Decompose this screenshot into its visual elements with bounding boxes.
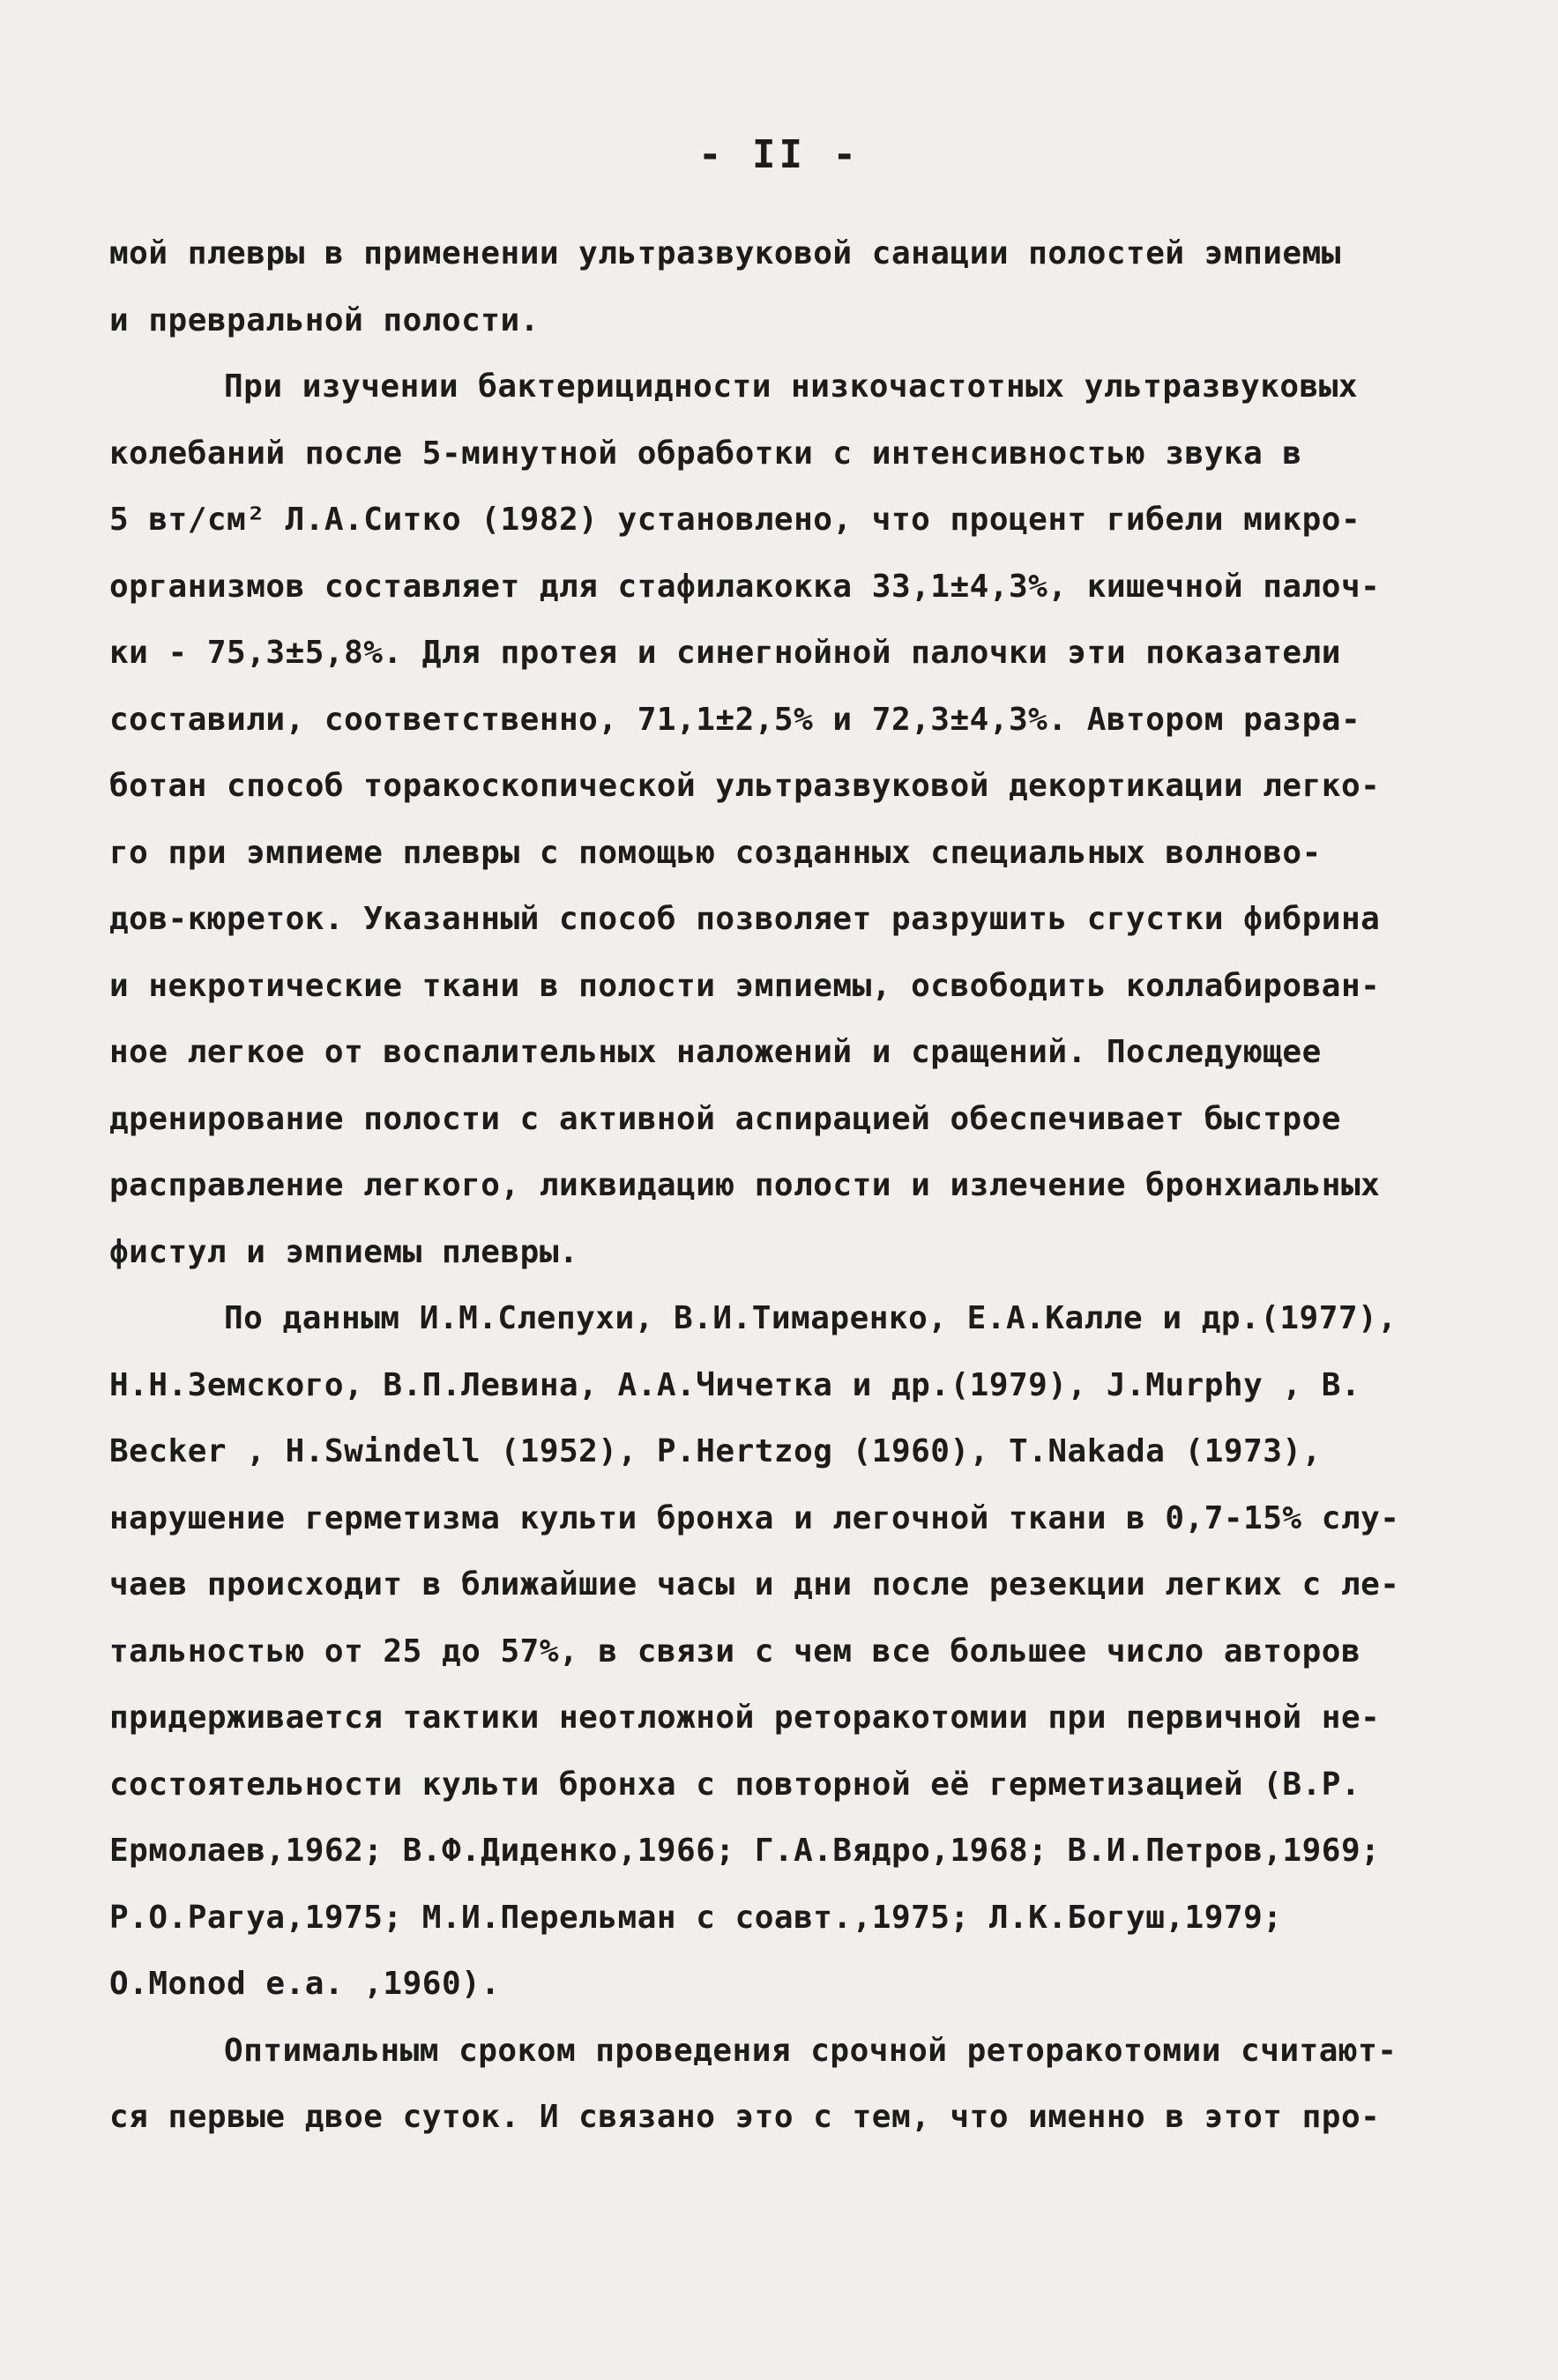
text-line: Ермолаев,1962; В.Ф.Диденко,1966; Г.А.Вядро,1968; В.И.Петров,1969; xyxy=(109,1833,1381,1869)
text-line: организмов составляет для стафилакокка 33,1±4,3%, кишечной палоч- xyxy=(109,568,1381,605)
text-line: ки - 75,3±5,8%. Для протея и синегнойной палочки эти показатели xyxy=(109,635,1341,671)
text-line: O.Monod e.a. ,1960). xyxy=(109,1966,501,2002)
text-line: го при эмпиеме плевры с помощью созданных специальных волново- xyxy=(109,834,1322,871)
text-line: ботан способ торакоскопической ультразвуковой декортикации легко- xyxy=(109,768,1381,804)
text-line: ное легкое от воспалительных наложений и сращений. Последующее xyxy=(109,1034,1322,1070)
text-line: Оптимальным сроком проведения срочной реторакотомии считают- xyxy=(224,2032,1398,2069)
text-line: ся первые двое суток. И связано это с тем, что именно в этот про- xyxy=(109,2099,1381,2135)
text-line: Р.О.Рагуа,1975; М.И.Перельман с соавт.,1975; Л.К.Богуш,1979; xyxy=(109,1899,1283,1936)
text-line: дренирование полости с активной аспирацией обеспечивает быстрое xyxy=(109,1100,1341,1137)
text-line: и некротические ткани в полости эмпиемы, освободить коллабирован- xyxy=(109,967,1381,1004)
text-line: фистул и эмпиемы плевры. xyxy=(109,1233,579,1270)
text-line: составили, соответственно, 71,1±2,5% и 72,3±4,3%. Автором разра- xyxy=(109,701,1361,738)
page-number: - II - xyxy=(698,132,860,177)
text-line: При изучении бактерицидности низкочастотных ультразвуковых xyxy=(224,368,1359,405)
text-line: и превральной полости. xyxy=(109,301,540,338)
text-line: расправление легкого, ликвидацию полости и излечение бронхиальных xyxy=(109,1167,1381,1203)
text-line: состоятельности культи бронха с повторной её герметизацией (В.Р. xyxy=(109,1766,1361,1803)
text-line: дов-кюреток. Указанный способ позволяет разрушить сгустки фибрина xyxy=(109,901,1381,937)
text-line: Becker , H.Swindell (1952), P.Hertzog (1960), T.Nakada (1973), xyxy=(109,1433,1322,1469)
text-line: чаев происходит в ближайшие часы и дни после резекции легких с ле- xyxy=(109,1566,1400,1603)
body-text xyxy=(109,220,1485,2151)
text-line: придерживается тактики неотложной реторакотомии при первичной не- xyxy=(109,1699,1381,1736)
text-line: нарушение герметизма культи бронха и легочной ткани в 0,7-15% слу- xyxy=(109,1499,1400,1536)
text-line: По данным И.М.Слепухи, В.И.Тимаренко, Е.А.Калле и др.(1977), xyxy=(224,1300,1398,1336)
text-line: Н.Н.Земского, В.П.Левина, А.А.Чичетка и др.(1979), J.Murphy , B. xyxy=(109,1366,1361,1403)
text-line: мой плевры в применении ультразвуковой санации полостей эмпиемы xyxy=(109,235,1341,271)
text-line: 5 вт/см² Л.А.Ситко (1982) установлено, что процент гибели микро- xyxy=(109,502,1361,538)
text-line: колебаний после 5-минутной обработки с интенсивностью звука в xyxy=(109,435,1302,472)
text-line: тальностью от 25 до 57%, в связи с чем все большее число авторов xyxy=(109,1633,1361,1670)
